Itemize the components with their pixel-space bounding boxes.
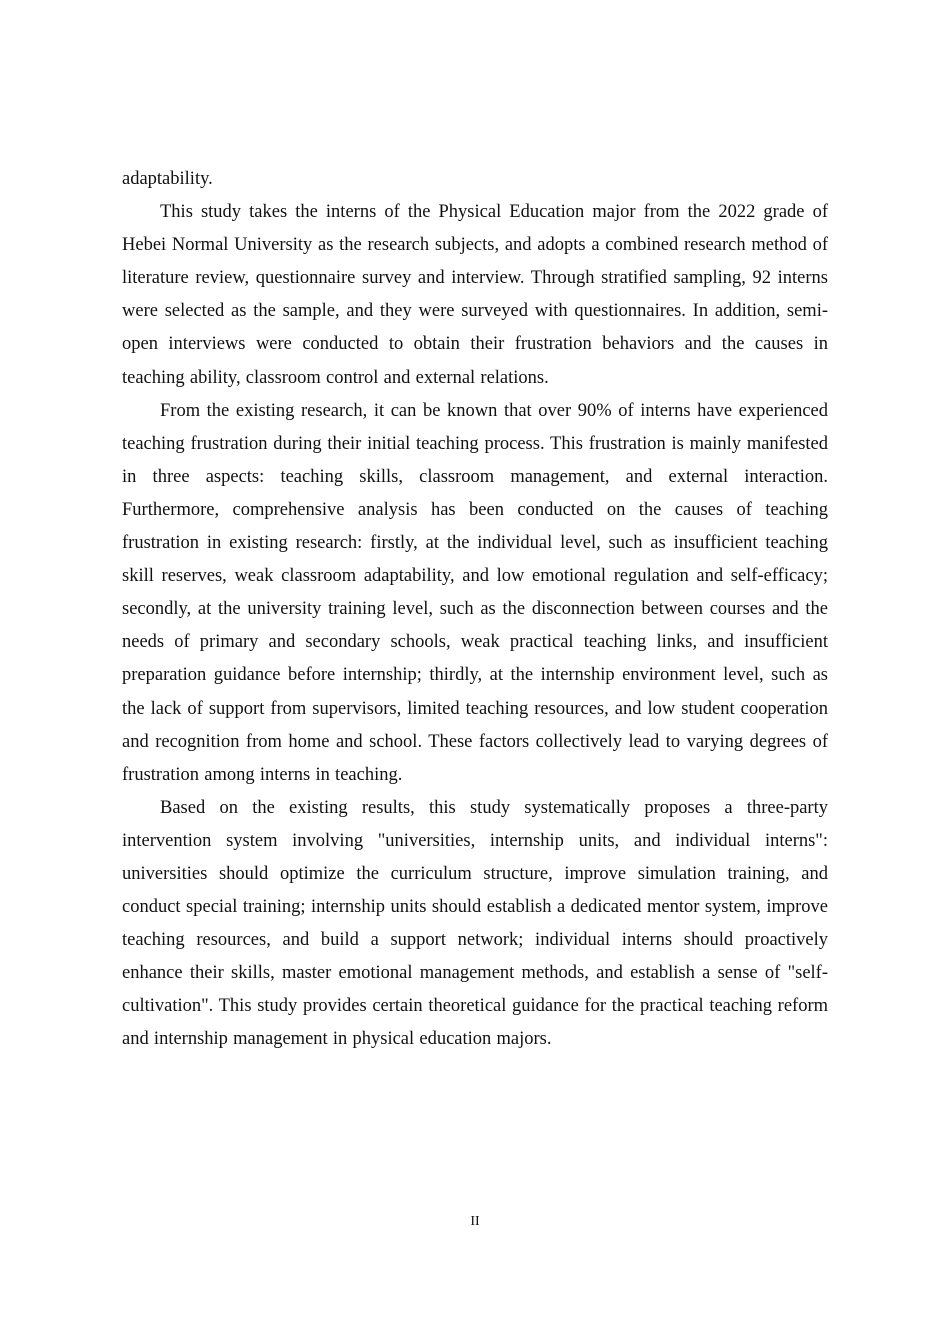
paragraph-research-method: This study takes the interns of the Physical Education major from the 2022 grade of Hebei Normal University as the research subjects, and adopts a combined research method of literature review, questionnaire survey and interview. Through stratified sampling, 92 interns were selected as the sample, and they were surveyed with questionnaires. In addition, semi-open interviews were conducted to obtain their frustration behaviors and the causes in teaching ability, classroom control and external relations. [122,202,828,388]
abstract-body [122,163,828,1057]
paragraph-intervention-system: Based on the existing results, this study systematically proposes a three-party intervention system involving "universities, internship units, and individual interns": universities should optimize the curriculum structure, improve simulation training, and conduct special training; internship units should establish a dedicated mentor system, improve teaching resources, and build a support network; individual interns should proactively enhance their skills, master emotional management methods, and establish a sense of "self-cultivation". This study provides certain theoretical guidance for the practical teaching reform and internship management in physical education majors. [122,797,828,1050]
paragraph-findings: From the existing research, it can be known that over 90% of interns have experienced teaching frustration during their initial teaching process. This frustration is mainly manifested in three aspects: teaching skills, classroom management, and external interaction. Furthermore, comprehensive analysis has been conducted on the causes of teaching frustration in existing research: firstly, at the individual level, such as insufficient teaching skill reserves, weak classroom adaptability, and low emotional regulation and self-efficacy; secondly, at the university training level, such as the disconnection between courses and the needs of primary and secondary schools, weak practical teaching links, and insufficient preparation guidance before internship; thirdly, at the internship environment level, such as the lack of support from supervisors, limited teaching resources, and low student cooperation and recognition from home and school. These factors collectively lead to varying degrees of frustration among interns in teaching. [122,400,828,785]
page-number: II [470,1214,480,1229]
paragraph-continuation: adaptability. [122,169,213,189]
